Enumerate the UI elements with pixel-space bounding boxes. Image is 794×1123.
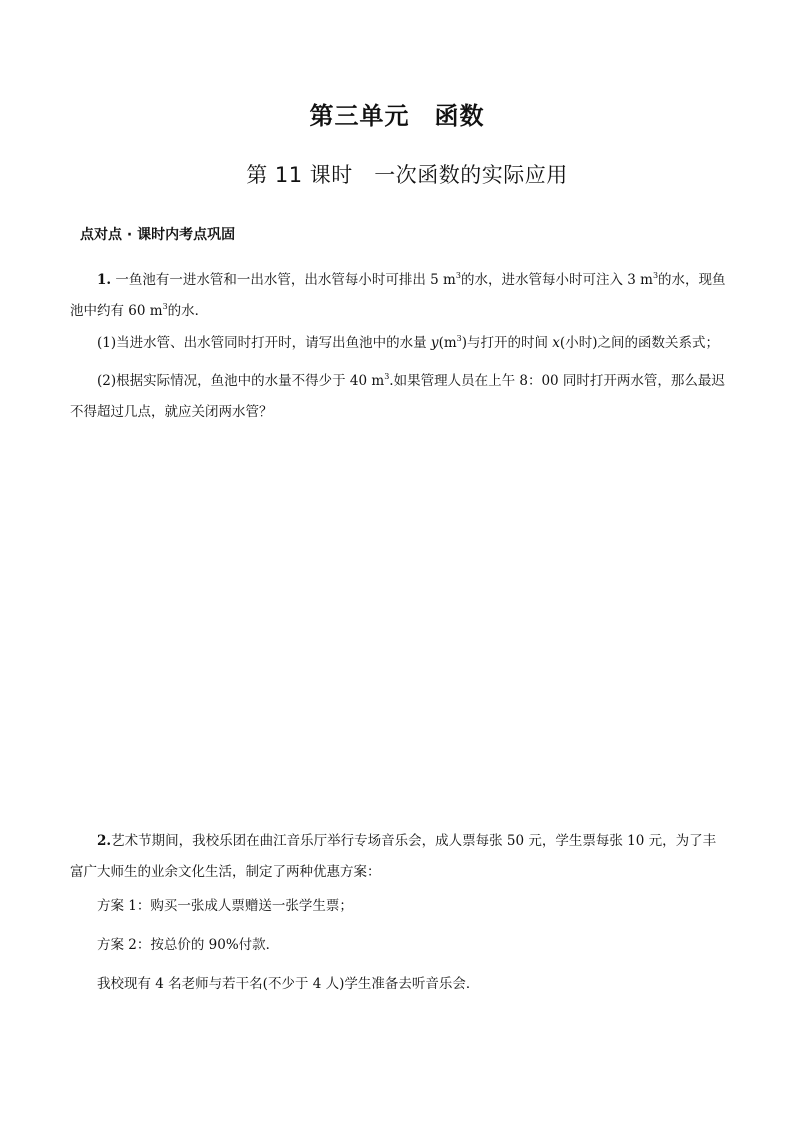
question-1-text-b: 的水，进水管每小时可注入 3 m: [460, 272, 653, 288]
question-1-number: 1.: [97, 272, 112, 288]
part-1-text-a: (1)当进水管、出水管同时打开时，请写出鱼池中的水量: [97, 335, 431, 351]
cubic-superscript: 3: [162, 302, 168, 311]
cubic-superscript: 3: [456, 334, 462, 343]
question-2-number: 2.: [97, 833, 112, 849]
question-1-part-1: [70, 328, 726, 359]
question-2-text: 艺术节期间，我校乐团在曲江音乐厅举行专场音乐会，成人票每张 50 元，学生票每张 10 元，为了丰富广大师生的业余文化生活，制定了两种优惠方案：: [70, 833, 717, 880]
question-2-info: 我校现有 4 名老师与若干名(不少于 4 人)学生准备去听音乐会．: [97, 976, 480, 992]
question-1-stem: [70, 265, 726, 327]
question-2-plan-2: 方案 2：按总价的 90%付款．: [97, 937, 280, 953]
part-2-text-a: (2)根据实际情况，鱼池中的水量不得少于 40 m: [97, 373, 385, 389]
question-1-part-2: [70, 366, 726, 428]
cubic-superscript: 3: [384, 372, 390, 381]
question-1-text-d: 的水．: [167, 303, 209, 319]
part-2-text-b: .如果管理人员在上午 8：00 同时打开两水管，那么最迟不得超过几点，就应关闭两水管？: [70, 373, 725, 420]
question-1-text-c: 的水，现鱼池中约有 60 m: [70, 272, 726, 319]
unit-title: 第三单元 函数: [309, 102, 485, 130]
answer-space[interactable]: [70, 430, 726, 820]
part-1-text-d: (小时)之间的函数关系式；: [559, 335, 719, 351]
variable-y: y: [430, 335, 439, 351]
part-1-text-c: )与打开的时间: [461, 335, 553, 351]
section-heading: 点对点 · 课时内考点巩固: [80, 227, 236, 243]
question-2-stem: [70, 826, 726, 888]
cubic-superscript: 3: [652, 271, 659, 280]
variable-x: x: [552, 335, 560, 351]
lesson-title: 第 11 课时 一次函数的实际应用: [246, 163, 568, 187]
part-1-text-b: (m: [438, 335, 457, 351]
question-1-text-a: 一鱼池有一进水管和一出水管，出水管每小时可排出 5 m: [111, 272, 456, 288]
cubic-superscript: 3: [455, 271, 461, 280]
question-2-plan-1: 方案 1：购买一张成人票赠送一张学生票；: [97, 898, 353, 914]
